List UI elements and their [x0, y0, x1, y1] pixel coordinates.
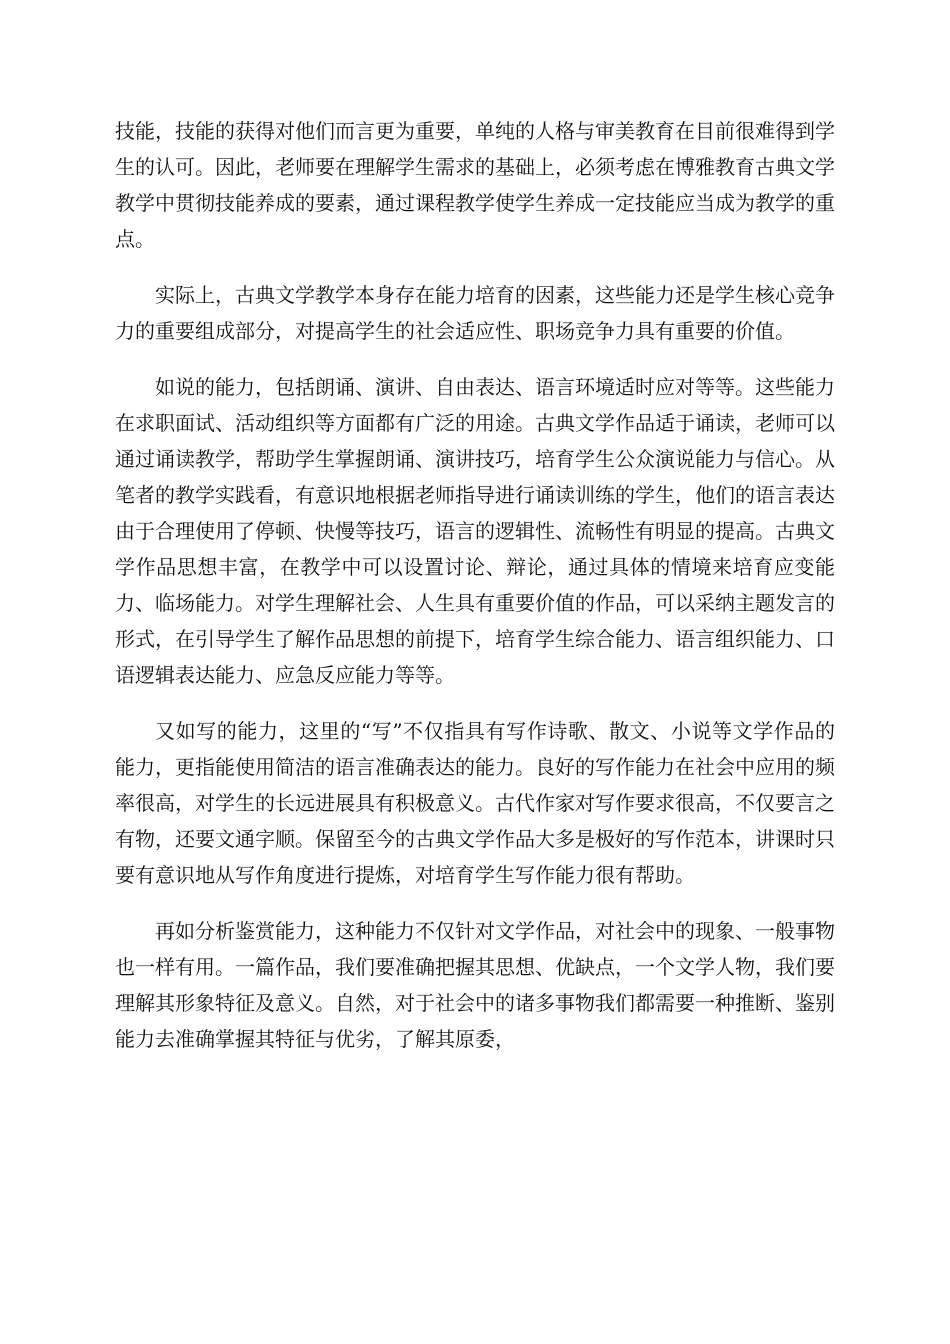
paragraph-core-competence: 实际上，古典文学教学本身存在能力培育的因素，这些能力还是学生核心竞争力的重要组成部分，对提高学生的社会适应性、职场竞争力具有重要的价值。	[115, 283, 835, 343]
document-page	[115, 113, 835, 1077]
paragraph-continuation: 技能，技能的获得对他们而言更为重要，单纯的人格与审美教育在目前很难得到学生的认可。因此，老师要在理解学生需求的基础上，必须考虑在博雅教育古典文学教学中贯彻技能养成的要素，通过课程教学使学生养成一定技能应当成为教学的重点。	[115, 119, 835, 251]
paragraph-speaking-ability: 如说的能力，包括朗诵、演讲、自由表达、语言环境适时应对等等。这些能力在求职面试、活动组织等方面都有广泛的用途。古典文学作品适于诵读，老师可以通过诵读教学，帮助学生掌握朗诵、演讲技巧，培育学生公众演说能力与信心。从笔者的教学实践看，有意识地根据老师指导进行诵读训练的学生，他们的语言表达由于合理使用了停顿、快慢等技巧，语言的逻辑性、流畅性有明显的提高。古典文学作品思想丰富，在教学中可以设置讨论、辩论，通过具体的情境来培育应变能力、临场能力。对学生理解社会、人生具有重要价值的作品，可以采纳主题发言的形式，在引导学生了解作品思想的前提下，培育学生综合能力、语言组织能力、口语逻辑表达能力、应急反应能力等等。	[115, 375, 835, 687]
paragraph-writing-ability: 又如写的能力，这里的“写”不仅指具有写作诗歌、散文、小说等文学作品的能力，更指能使用简洁的语言准确表达的能力。良好的写作能力在社会中应用的频率很高，对学生的长远进展具有积极意义。古代作家对写作要求很高，不仅要言之有物，还要文通字顺。保留至今的古典文学作品大多是极好的写作范本，讲课时只要有意识地从写作角度进行提炼，对培育学生写作能力很有帮助。	[115, 719, 835, 887]
paragraph-analysis-ability: 再如分析鉴赏能力，这种能力不仅针对文学作品，对社会中的现象、一般事物也一样有用。一篇作品，我们要准确把握其思想、优缺点，一个文学人物，我们要理解其形象特征及意义。自然，对于社会中的诸多事物我们都需要一种推断、鉴别能力去准确掌握其特征与优劣，了解其原委，	[115, 919, 835, 1051]
